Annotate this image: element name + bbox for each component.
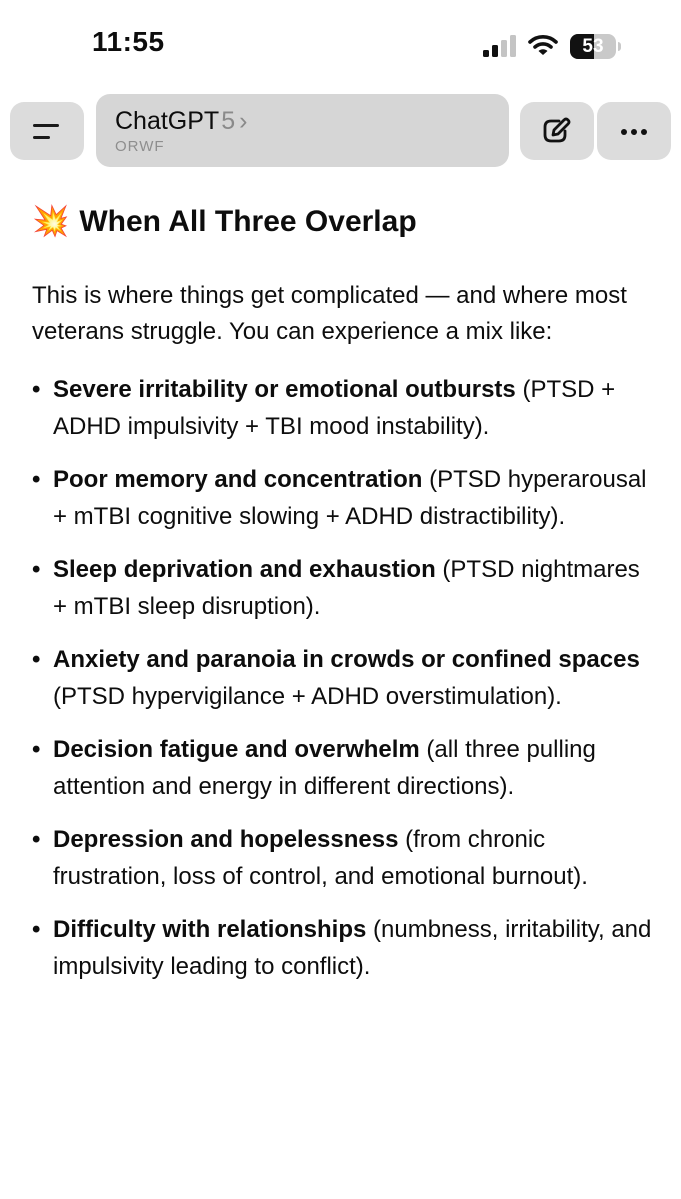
assistant-message <box>32 200 652 1002</box>
wifi-icon <box>528 33 558 57</box>
status-bar <box>0 0 681 90</box>
section-heading <box>32 200 652 244</box>
list-item-title: Anxiety and paranoia in crowds or confined spaces <box>53 646 640 673</box>
list-item-detail: (all three pulling attention and energy in different directions). <box>53 736 596 800</box>
menu-icon <box>33 124 59 127</box>
conversation-subtitle: ORWF <box>115 138 165 155</box>
chevron-right-icon: › <box>239 107 248 135</box>
menu-icon-bottom-line <box>33 136 50 139</box>
list-item <box>32 642 652 715</box>
list-item-title: Depression and hopelessness <box>53 826 399 853</box>
more-options-button[interactable] <box>597 102 671 160</box>
list-item-title: Severe irritability or emotional outbursts <box>53 376 516 403</box>
collision-emoji-icon: 💥 <box>32 205 70 238</box>
bullet-marker: • <box>32 916 41 943</box>
list-item-title: Difficulty with relationships <box>53 916 367 943</box>
model-selector-button[interactable] <box>96 94 509 167</box>
list-item <box>32 732 652 805</box>
intro-paragraph: This is where things get complicated — and where most veterans struggle. You can experience a mix like: <box>32 282 627 345</box>
title-row <box>115 107 247 136</box>
menu-button[interactable] <box>10 102 84 160</box>
battery-indicator <box>570 34 622 59</box>
list-item-title: Sleep deprivation and exhaustion <box>53 556 436 583</box>
battery-icon <box>570 34 616 59</box>
edit-icon <box>520 102 594 160</box>
list-item-title: Poor memory and concentration <box>53 466 423 493</box>
list-item-detail: (PTSD hyperarousal + mTBI cognitive slowing + ADHD distractibility). <box>53 466 647 530</box>
bullet-marker: • <box>32 736 41 763</box>
list-item <box>32 462 652 535</box>
list-item <box>32 372 652 445</box>
list-item-detail: (PTSD + ADHD impulsivity + TBI mood instability). <box>53 376 616 440</box>
list-item-detail: (PTSD hypervigilance + ADHD overstimulation). <box>53 682 562 710</box>
status-time: 11:55 <box>92 26 165 57</box>
new-chat-button[interactable] <box>520 102 594 160</box>
app-title: ChatGPT <box>115 107 220 135</box>
bullet-marker: • <box>32 466 41 493</box>
list-item <box>32 912 652 985</box>
list-item <box>32 822 652 895</box>
bullet-marker: • <box>32 556 41 583</box>
list-item-detail: (numbness, irritability, and impulsivity leading to conflict). <box>53 916 652 980</box>
bullet-marker: • <box>32 646 41 673</box>
bullet-marker: • <box>32 376 41 403</box>
list-item-detail: (PTSD nightmares + mTBI sleep disruption). <box>53 556 640 620</box>
bullet-marker: • <box>32 826 41 853</box>
battery-percentage: 53 <box>582 36 604 57</box>
battery-cap <box>618 42 621 51</box>
symptom-list <box>32 372 652 985</box>
list-item <box>32 552 652 625</box>
list-item-detail: (from chronic frustration, loss of control, and emotional burnout). <box>53 826 588 890</box>
cellular-signal-icon <box>482 35 518 57</box>
more-icon <box>597 102 671 160</box>
heading-text: When All Three Overlap <box>79 205 417 238</box>
list-item-title: Decision fatigue and overwhelm <box>53 736 420 763</box>
model-version: 5 <box>221 107 236 135</box>
